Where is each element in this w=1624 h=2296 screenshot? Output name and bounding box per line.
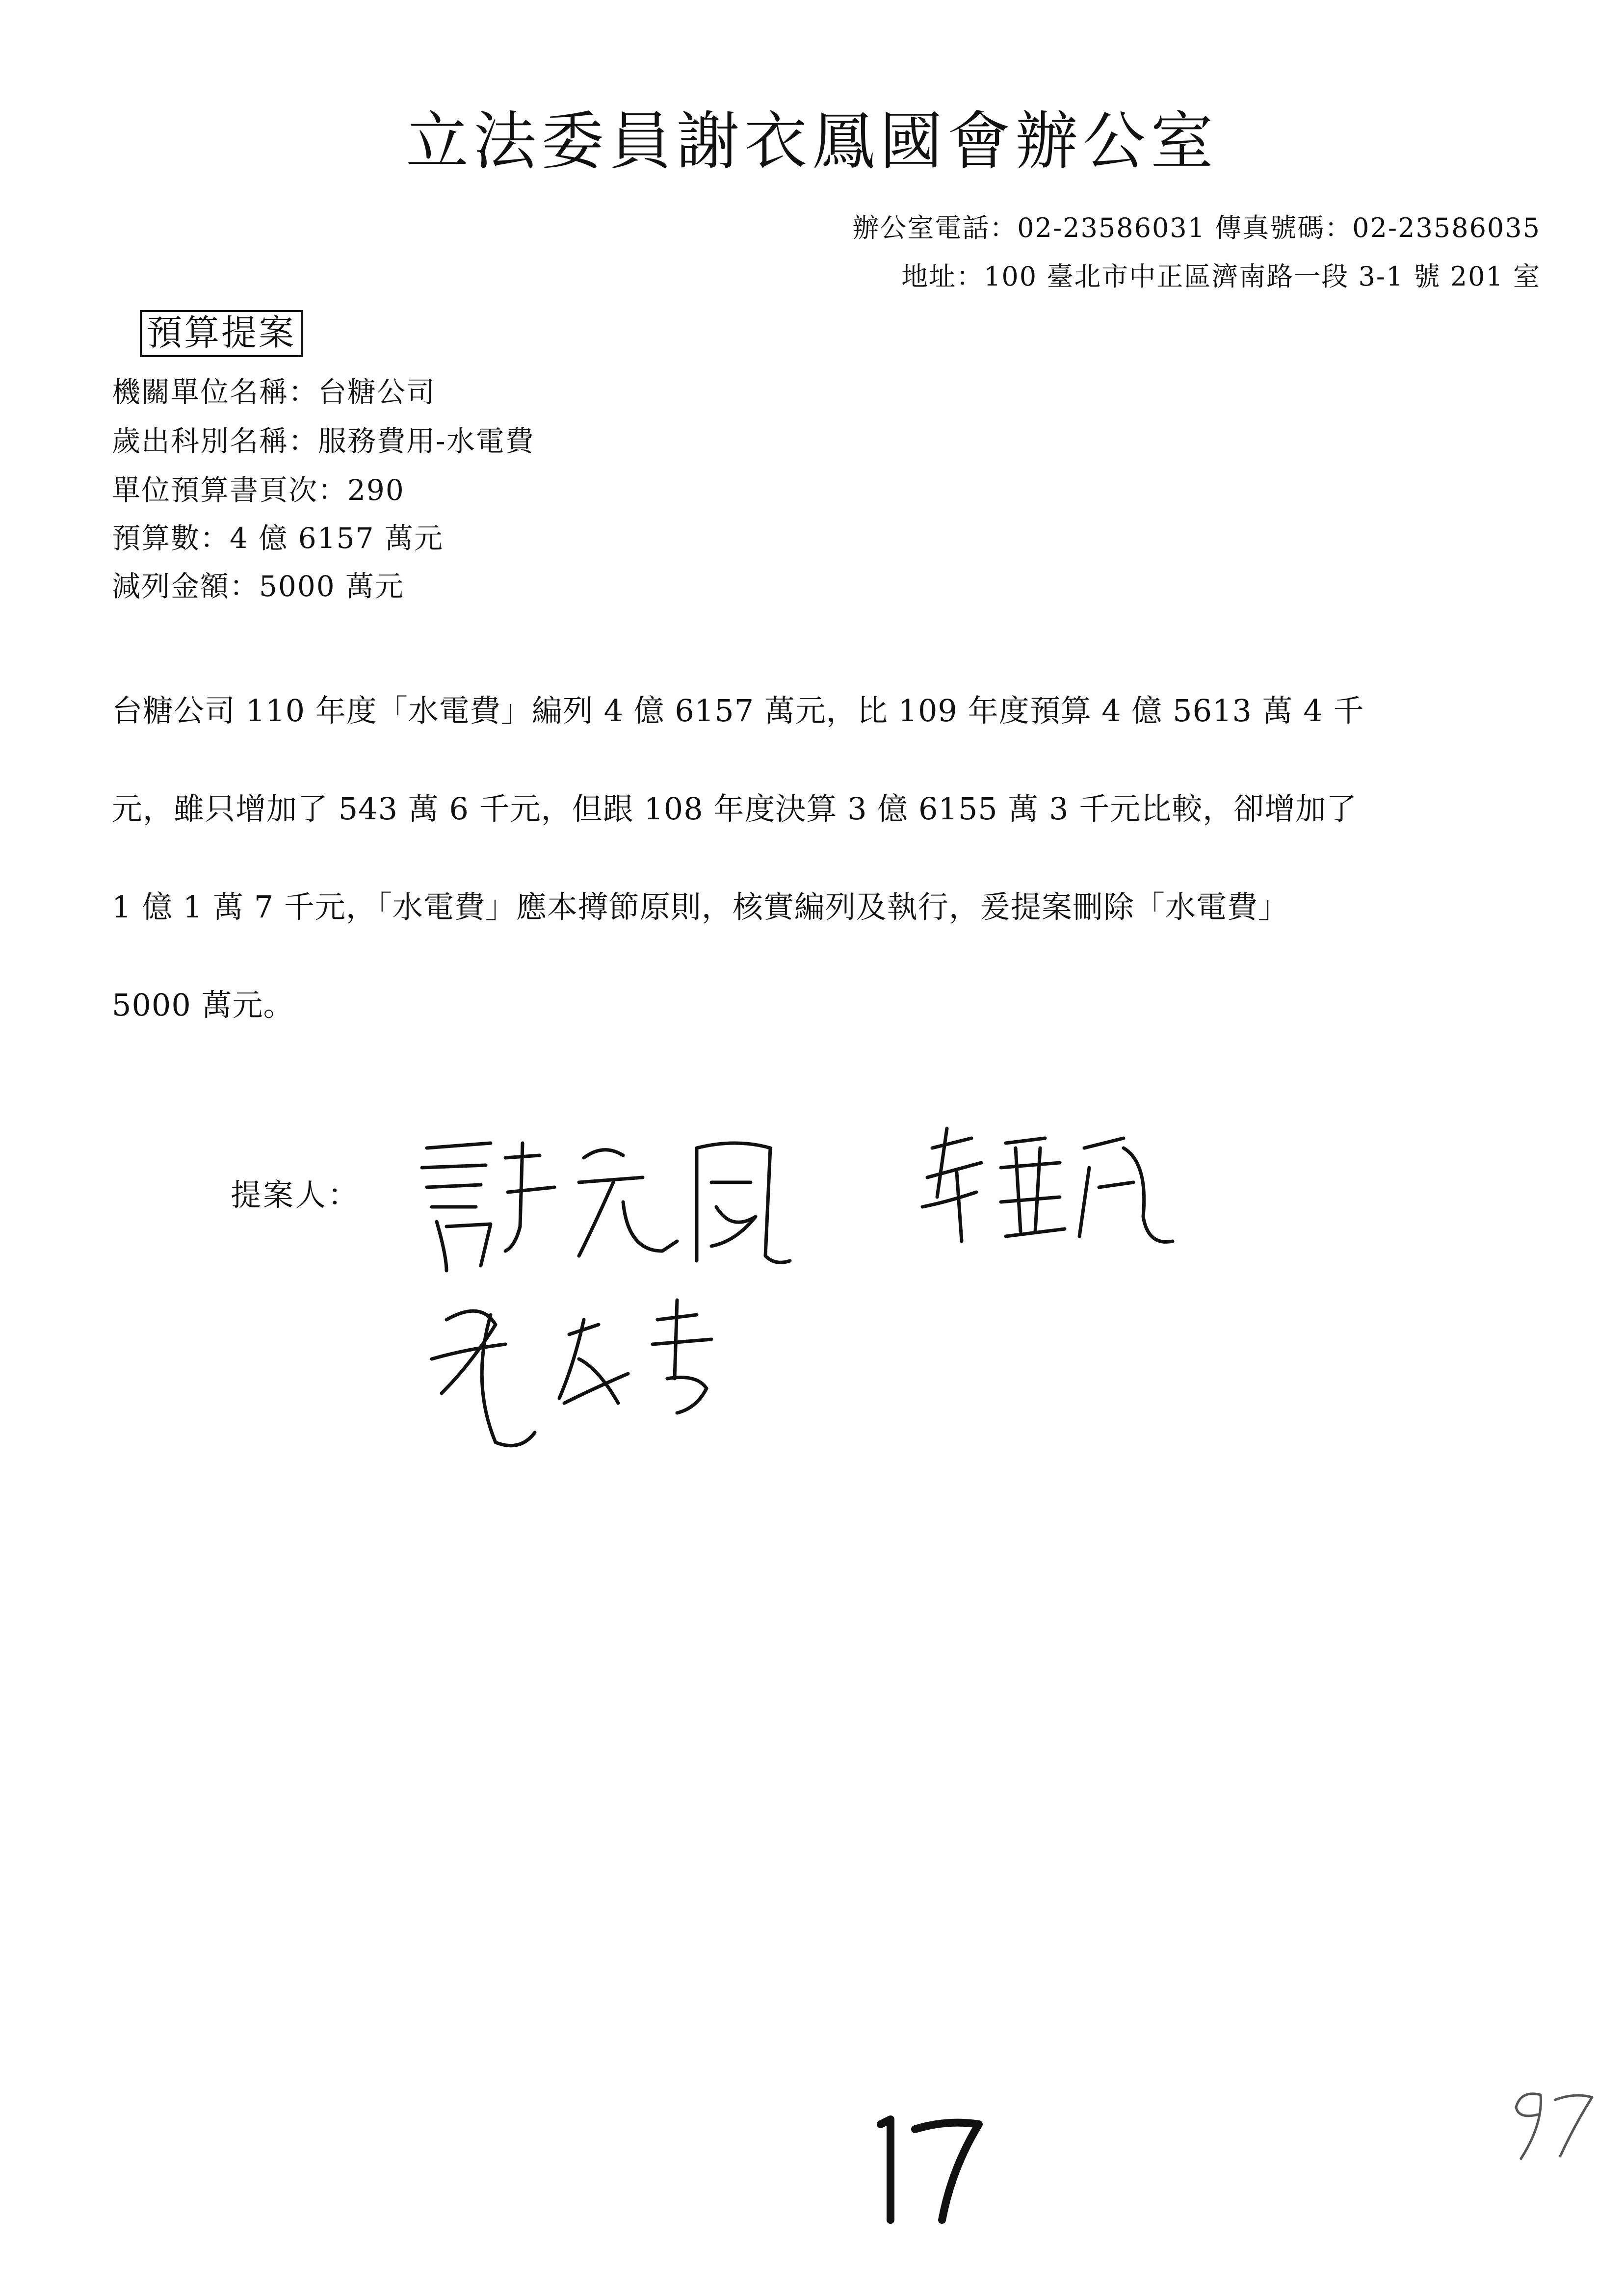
body-line-4: 5000 萬元。 (112, 987, 294, 1023)
doc-type-box: 預算提案 (140, 310, 303, 357)
field-key: 單位預算書頁次： (112, 473, 348, 507)
body-line-2: 元，雖只增加了 543 萬 6 千元，但跟 108 年度決算 3 億 6155 萬 3 千元比較，卻增加了 (112, 791, 1358, 827)
field-key: 機關單位名稱： (112, 375, 318, 409)
body-line-1: 台糖公司 110 年度「水電費」編列 4 億 6157 萬元，比 109 年度預算 4 億 5613 萬 4 千 (112, 693, 1364, 729)
office-title: 立法委員謝衣鳳國會辦公室 (405, 105, 1218, 178)
page-mark-handwritten (1501, 2080, 1599, 2168)
field-key: 預算數： (112, 522, 230, 555)
field-budget-amount (112, 522, 444, 555)
field-budget-page (112, 473, 405, 507)
signature-1 (417, 1128, 839, 1276)
phone-fax-line: 辦公室電話：02-23586031 傳真號碼：02-23586035 (852, 212, 1541, 243)
field-reduction-amount (112, 570, 405, 603)
signature-2 (917, 1119, 1192, 1266)
field-key: 歲出科別名稱： (112, 424, 318, 458)
field-value: 290 (347, 473, 405, 507)
page-number-handwritten (868, 2110, 991, 2227)
field-agency (112, 375, 436, 409)
address-line: 地址：100 臺北市中正區濟南路一段 3-1 號 201 室 (901, 261, 1541, 292)
signature-3 (422, 1285, 814, 1467)
body-line-3: 1 億 1 萬 7 千元，「水電費」應本撙節原則，核實編列及執行，爰提案刪除「水電費」 (112, 889, 1289, 925)
field-value: 服務費用-水電費 (318, 424, 535, 458)
field-value: 台糖公司 (318, 375, 436, 409)
proposer-label: 提案人： (231, 1177, 361, 1213)
field-value: 5000 萬元 (259, 570, 405, 603)
field-key: 減列金額： (112, 570, 260, 603)
field-value: 4 億 6157 萬元 (230, 522, 444, 555)
field-expense-category (112, 424, 535, 458)
